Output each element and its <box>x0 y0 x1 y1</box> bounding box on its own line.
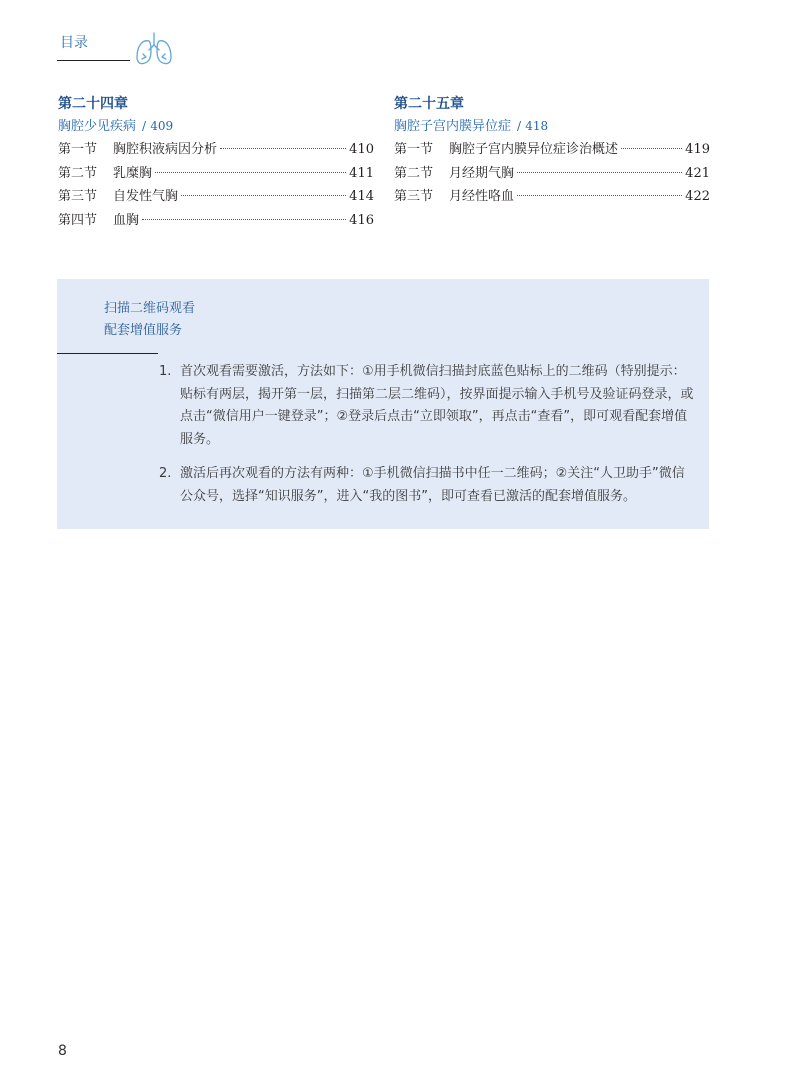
section-label: 第二节 <box>394 165 434 181</box>
section-page: 414 <box>349 189 374 204</box>
instruction-list <box>159 361 694 520</box>
section-name: 胸腔积液病因分析 <box>113 142 218 157</box>
panel-rule <box>57 353 158 354</box>
dot-leader <box>517 172 682 173</box>
section-page: 421 <box>685 165 710 181</box>
toc-section-row[interactable] <box>394 138 710 162</box>
section-label: 第一节 <box>394 142 434 157</box>
section-label: 第三节 <box>394 189 434 204</box>
section-name: 自发性气胸 <box>113 189 179 204</box>
toc-section-row[interactable] <box>394 162 710 186</box>
chapter-page: 409 <box>150 119 174 133</box>
section-name: 胸腔子宫内膜异位症诊治概述 <box>449 142 619 157</box>
toc-section-row[interactable] <box>58 209 374 233</box>
section-page: 416 <box>349 212 374 228</box>
section-name: 月经期气胸 <box>449 165 515 181</box>
instruction-text: 激活后再次观看的方法有两种：①手机微信扫描书中任一二维码；②关注“人卫助手”微信公众号，选择“知识服务”，进入“我的图书”，即可查看已激活的配套增值服务。 <box>180 466 685 504</box>
section-label: 第三节 <box>58 189 98 204</box>
dot-leader <box>155 172 346 173</box>
chapter-title-text: 胸腔子宫内膜异位症 <box>394 119 512 134</box>
toc-section-row[interactable] <box>58 185 374 209</box>
value-added-service-panel <box>57 279 709 529</box>
section-label: 第一节 <box>58 142 98 157</box>
dot-leader <box>517 195 682 196</box>
header-rule <box>57 60 130 61</box>
dot-leader <box>142 219 346 220</box>
section-name: 乳糜胸 <box>113 165 153 181</box>
section-page: 422 <box>685 189 710 204</box>
panel-title-line1: 扫描二维码观看 <box>104 301 196 316</box>
section-page: 410 <box>349 142 374 157</box>
instruction-item <box>159 463 694 508</box>
chapter-title[interactable] <box>394 116 710 138</box>
section-label: 第四节 <box>58 212 98 228</box>
header-title: 目录 <box>60 35 88 51</box>
chapter-number: 第二十四章 <box>58 96 128 112</box>
chapter-title[interactable] <box>58 116 374 138</box>
section-page: 419 <box>685 142 710 157</box>
toc-section-row[interactable] <box>58 162 374 186</box>
chapter-title-text: 胸腔少见疾病 <box>58 119 137 134</box>
instruction-number: 2. <box>159 466 172 481</box>
instruction-item <box>159 361 694 451</box>
toc-chapter-25 <box>394 94 710 209</box>
chapter-separator: / <box>142 119 147 133</box>
toc-chapter-24 <box>58 94 374 232</box>
instruction-text: 首次观看需要激活，方法如下：①用手机微信扫描封底蓝色贴标上的二维码（特别提示：贴标有两层，揭开第一层，扫描第二层二维码），按界面提示输入手机号及验证码登录，或点击“微信用户一键登录”；②登录后点击“立即领取”，再点击“查看”，即可观看配套增值服务。 <box>180 364 694 447</box>
panel-title-line2: 配套增值服务 <box>104 323 183 338</box>
page-number: 8 <box>58 1043 67 1059</box>
dot-leader <box>181 195 346 196</box>
section-name: 血胸 <box>113 212 140 228</box>
toc-section-row[interactable] <box>394 185 710 209</box>
lungs-icon <box>134 30 174 68</box>
chapter-separator: / <box>517 119 522 133</box>
section-name: 月经性咯血 <box>449 189 515 204</box>
dot-leader <box>621 148 682 149</box>
chapter-page: 418 <box>525 119 549 133</box>
toc-section-row[interactable] <box>58 138 374 162</box>
instruction-number: 1. <box>159 364 172 379</box>
section-page: 411 <box>349 165 374 181</box>
chapter-number: 第二十五章 <box>394 96 464 112</box>
section-label: 第二节 <box>58 165 98 181</box>
dot-leader <box>220 148 346 149</box>
